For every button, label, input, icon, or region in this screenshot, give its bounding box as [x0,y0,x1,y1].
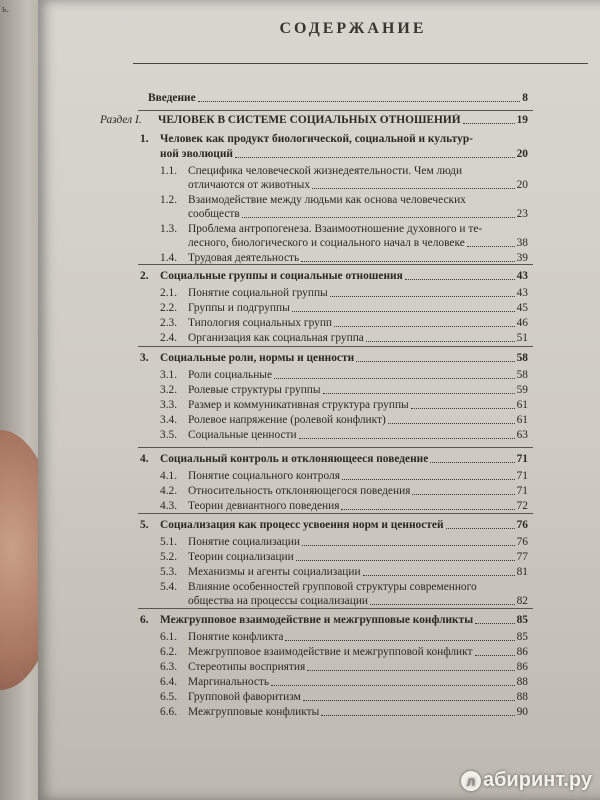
subsection-entry-label: Стереотипы восприятия [188,661,306,673]
subsection-entry-label: Теории девиантного поведения [188,500,340,512]
part-heading-leader [463,123,515,124]
subsection-entry-label: Маргинальность [188,676,270,688]
subsection-entry-page: 88 [516,691,528,703]
subsection-entry [188,179,528,192]
subsection-number: 3.1. [160,369,178,381]
subsection-entry [188,302,528,315]
subsection-entry-leader [342,479,515,480]
subsection-number: 5.4. [160,581,178,593]
subsection-number: 4.2. [160,485,178,497]
part-heading-page: 19 [516,114,528,126]
subsection-number: 6.1. [160,631,178,643]
section-divider [138,513,533,514]
subsection-entry-label: Теории социализации [188,551,294,563]
subsection-entry [188,237,528,250]
chapter-heading-label: Социальный контроль и отклоняющееся поведение [160,453,429,465]
part-heading [158,114,528,127]
chapter-heading-leader [430,462,514,463]
subsection-number: 3.3. [160,399,178,411]
subsection-entry-page: 23 [516,208,528,220]
subsection-number: 2.2. [160,302,178,314]
chapter-heading [160,519,528,532]
subsection-entry [188,551,528,564]
chapter-number: 3. [140,352,149,364]
labirint-logo-icon: л [461,771,481,791]
subsection-entry-label: Группы и подгруппы [188,302,290,314]
chapter-heading-label: ной эволюций [160,148,233,160]
chapter-number: 6. [140,614,149,626]
subsection-entry [188,317,528,330]
chapter-heading-page: 20 [516,148,528,160]
subsection-number: 3.5. [160,429,178,441]
subsection-entry-page: 85 [516,631,528,643]
chapter-number: 1. [140,133,149,145]
subsection-entry-label: Трудовая деятельность [188,252,300,264]
subsection-entry-label: отличаются от животных [188,179,311,191]
subsection-entry-leader [341,509,514,510]
subsection-entry-leader [307,670,514,671]
section-divider [138,447,533,448]
subsection-number: 2.4. [160,332,178,344]
subsection-entry-page: 61 [516,399,528,411]
subsection-entry-label: Относительность отклоняющегося поведения [188,485,411,497]
chapter-heading-label: Социальные группы и социальные отношения [160,270,403,282]
subsection-entry-label: сообществ [188,208,240,220]
subsection-entry-page: 39 [516,252,528,264]
previous-page-fragment: ь. [2,4,10,15]
chapter-title-line: Человек как продукт биологической, социальной и культур- [160,133,473,145]
subsection-entry-leader [321,715,514,716]
subsection-entry-leader [312,188,515,189]
subsection-entry-label: Ролевые структуры группы [188,384,321,396]
subsection-entry-page: 63 [516,429,528,441]
subsection-entry-page: 59 [516,384,528,396]
subsection-number: 5.1. [160,536,178,548]
subsection-number: 1.1. [160,165,178,177]
subsection-entry-page: 82 [516,595,528,607]
chapter-heading [160,453,528,466]
subsection-entry-page: 86 [516,646,528,658]
subsection-number: 2.3. [160,317,178,329]
subsection-number: 3.4. [160,414,178,426]
subsection-entry-page: 46 [516,317,528,329]
subsection-entry [188,369,528,382]
part-prefix: Раздел I. [100,114,142,126]
subsection-entry-page: 76 [516,536,528,548]
subsection-entry-leader [303,700,515,701]
subsection-entry-page: 71 [516,485,528,497]
subsection-entry-page: 81 [516,566,528,578]
subsection-entry-leader [302,545,515,546]
chapter-heading-page: 58 [516,352,528,364]
subsection-number: 6.2. [160,646,178,658]
subsection-entry-leader [301,261,514,262]
subsection-entry-page: 72 [516,500,528,512]
subsection-number: 5.3. [160,566,178,578]
part-heading-label: ЧЕЛОВЕК В СИСТЕМЕ СОЦИАЛЬНЫХ ОТНОШЕНИЙ [158,114,461,126]
chapter-number: 5. [140,519,149,531]
chapter-heading-leader [475,623,515,624]
subsection-entry-leader [242,217,515,218]
chapter-number: 2. [140,270,149,282]
book-page [38,0,600,800]
subsection-entry-leader [388,423,515,424]
subsection-number: 4.1. [160,470,178,482]
subsection-entry-leader [323,393,515,394]
subsection-number: 5.2. [160,551,178,563]
subsection-number: 3.2. [160,384,178,396]
chapter-heading-label: Социальные роли, нормы и ценности [160,352,355,364]
table-of-contents [38,0,600,800]
subsection-number: 6.4. [160,676,178,688]
subsection-entry-label: лесного, биологического и социального начал в человеке [188,237,465,249]
subsection-line: Проблема антропогенеза. Взаимоотношение духовного и те- [188,223,483,235]
subsection-number: 4.3. [160,500,178,512]
subsection-number: 1.2. [160,194,178,206]
chapter-heading [160,148,528,161]
subsection-entry [188,470,528,483]
subsection-number: 6.6. [160,706,178,718]
subsection-number: 1.4. [160,252,178,264]
subsection-entry-page: 58 [516,369,528,381]
watermark [461,769,592,792]
chapter-heading-leader [405,279,515,280]
intro-entry-label: Введение [148,92,196,104]
subsection-entry [188,429,528,442]
section-divider [138,110,533,111]
subsection-entry-leader [292,311,515,312]
subsection-entry-page: 86 [516,661,528,673]
subsection-entry-label: Механизмы и агенты социализации [188,566,361,578]
subsection-entry-leader [334,326,515,327]
subsection-line: Влияние особенностей групповой структуры современного [188,581,477,593]
subsection-entry [188,661,528,674]
subsection-entry-label: Понятие социализации [188,536,300,548]
chapter-heading-label: Межгрупповое взаимодействие и межгрупповые конфликты [160,614,474,626]
subsection-entry-label: Групповой фаворитизм [188,691,301,703]
subsection-entry-page: 51 [516,332,528,344]
subsection-entry-label: Понятие социальной группы [188,287,328,299]
chapter-heading-page: 71 [516,453,528,465]
subsection-entry-leader [366,341,515,342]
subsection-entry-label: Организация как социальная группа [188,332,364,344]
page-title: СОДЕРЖАНИЕ [279,20,427,37]
subsection-entry [188,631,528,644]
subsection-number: 1.3. [160,223,178,235]
subsection-entry [188,646,528,659]
subsection-entry-page: 61 [516,414,528,426]
subsection-entry-leader [330,296,515,297]
subsection-entry [188,566,528,579]
subsection-line: Взаимодействие между людьми как основа человеческих [188,194,466,206]
chapter-heading-leader [446,528,515,529]
subsection-number: 6.3. [160,661,178,673]
watermark-text: абиринт.ру [482,769,592,791]
chapter-heading-page: 43 [516,270,528,282]
subsection-entry-page: 77 [516,551,528,563]
subsection-entry [188,384,528,397]
intro-entry [148,92,528,105]
chapter-heading [160,614,528,627]
section-divider [138,608,533,609]
subsection-entry-label: общества на процессы социализации [188,595,369,607]
subsection-entry [188,208,528,221]
section-divider [138,264,533,265]
subsection-entry-page: 20 [516,179,528,191]
subsection-entry-label: Межгрупповое взаимодействие и межгрупповой конфликт [188,646,473,658]
subsection-entry-leader [285,640,514,641]
subsection-number: 2.1. [160,287,178,299]
subsection-entry-leader [411,408,515,409]
subsection-entry-label: Понятие социального контроля [188,470,340,482]
chapter-heading-page: 76 [516,519,528,531]
subsection-entry-page: 88 [516,676,528,688]
subsection-entry-page: 43 [516,287,528,299]
subsection-entry-leader [274,378,515,379]
chapter-heading-leader [356,361,514,362]
intro-entry-page: 8 [522,92,528,104]
chapter-heading-label: Социализация как процесс усвоения норм и ценностей [160,519,444,531]
subsection-entry [188,485,528,498]
section-divider [138,346,533,347]
chapter-number: 4. [140,453,149,465]
subsection-entry-page: 90 [516,706,528,718]
subsection-number: 6.5. [160,691,178,703]
subsection-entry-label: Типология социальных групп [188,317,333,329]
subsection-entry-label: Социальные ценности [188,429,297,441]
subsection-entry [188,691,528,704]
subsection-entry-leader [363,575,515,576]
subsection-line: Специфика человеческой жизнедеятельности. Чем люди [188,165,463,177]
subsection-entry-leader [296,560,515,561]
subsection-entry [188,500,528,513]
subsection-entry-label: Роли социальные [188,369,273,381]
chapter-heading [160,352,528,365]
intro-entry-leader [198,101,521,102]
subsection-entry [188,414,528,427]
subsection-entry-leader [370,604,515,605]
subsection-entry-leader [271,685,515,686]
subsection-entry-leader [475,655,515,656]
subsection-entry-label: Размер и коммуникативная структура группы [188,399,409,411]
subsection-entry [188,706,528,719]
chapter-heading-leader [235,157,515,158]
subsection-entry-leader [299,438,515,439]
subsection-entry-page: 71 [516,470,528,482]
subsection-entry-label: Межгрупповые конфликты [188,706,320,718]
subsection-entry [188,287,528,300]
subsection-entry-label: Ролевое напряжение (ролевой конфликт) [188,414,386,426]
chapter-heading [160,270,528,283]
subsection-entry-label: Понятие конфликта [188,631,284,643]
subsection-entry [188,536,528,549]
subsection-entry-leader [467,246,515,247]
subsection-entry-leader [412,494,514,495]
chapter-heading-page: 85 [516,614,528,626]
subsection-entry-page: 38 [516,237,528,249]
subsection-entry-page: 45 [516,302,528,314]
subsection-entry [188,332,528,345]
subsection-entry [188,595,528,608]
subsection-entry [188,399,528,412]
subsection-entry [188,676,528,689]
